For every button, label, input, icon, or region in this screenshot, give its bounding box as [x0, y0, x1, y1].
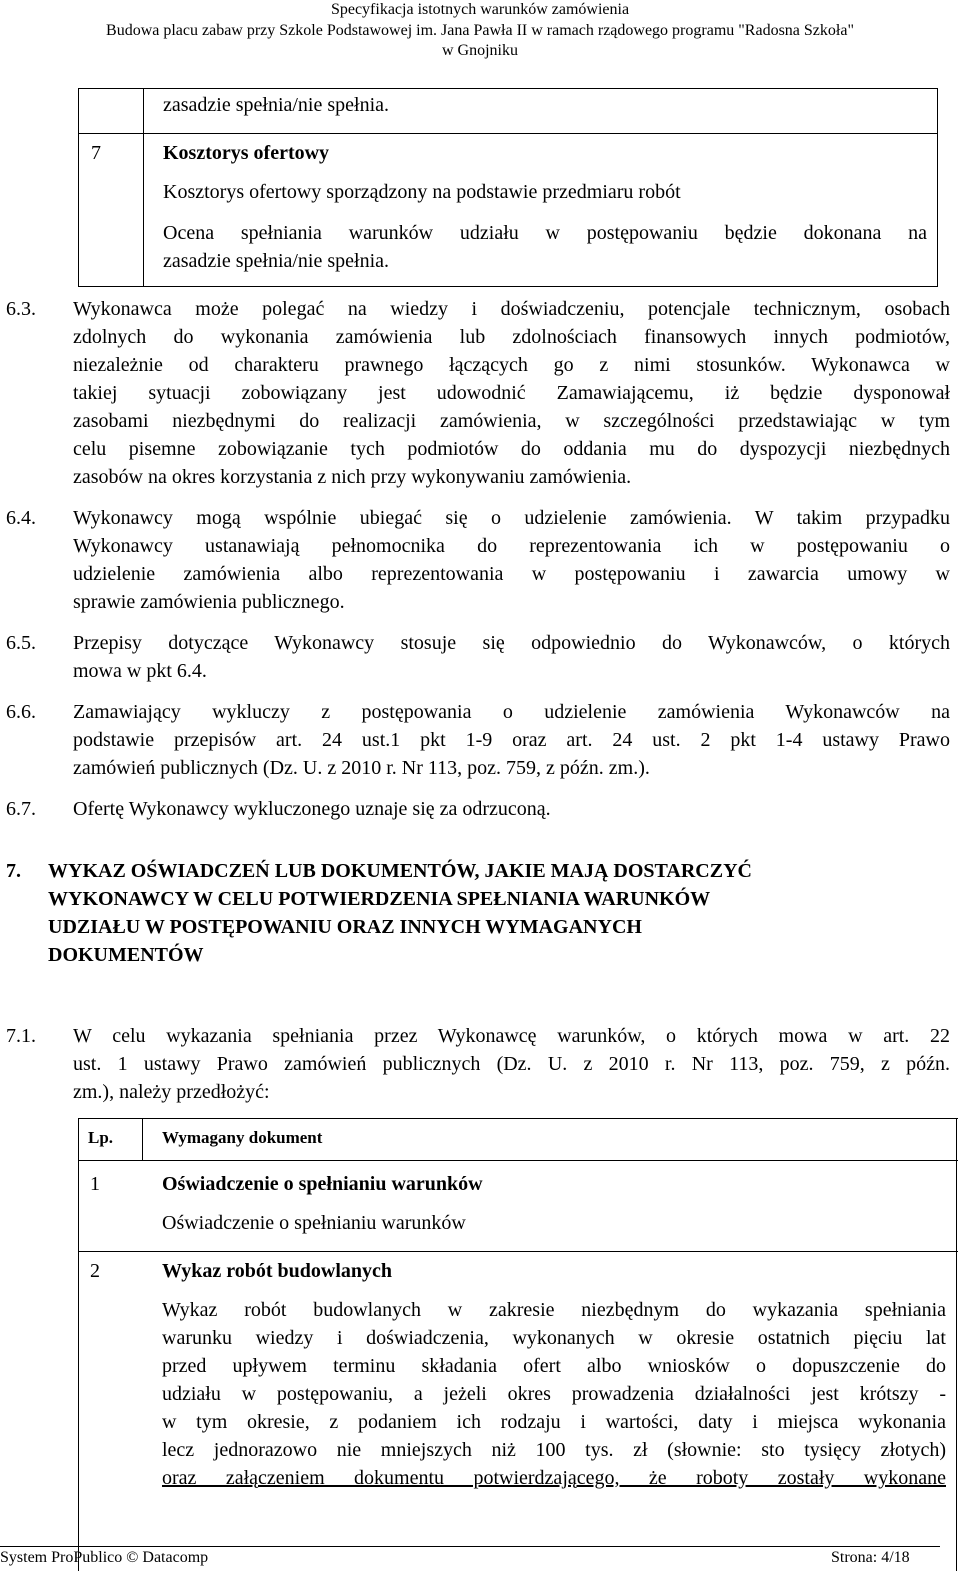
paragraph-line: niezależnie od charakteru prawnego łączących go z nimi stosunków. Wykonawca w	[73, 354, 950, 376]
paragraph-line: Wykonawcy ustanawiają pełnomocnika do reprezentowania ich w postępowaniu o	[73, 535, 950, 557]
table-row-description-line: Wykaz robót budowlanych w zakresie niezbędnym do wykazania spełniania	[162, 1299, 946, 1321]
table-row-description-line: oraz załączeniem dokumentu potwierdzającego, że roboty zostały wykonane	[162, 1467, 946, 1489]
section-title-line: DOKUMENTÓW	[48, 944, 204, 966]
paragraph-line: W celu wykazania spełniania przez Wykonawcę warunków, o których mowa w art. 22	[73, 1025, 950, 1047]
table-row-divider	[79, 133, 937, 134]
table-row-title: Wykaz robót budowlanych	[162, 1260, 393, 1282]
paragraph-line: ust. 1 ustawy Prawo zamówień publicznych (Dz. U. z 2010 r. Nr 113, poz. 759, z późn.	[73, 1053, 950, 1075]
table-row-description: Oświadczenie o spełnianiu warunków	[162, 1212, 466, 1234]
requirements-table-top	[78, 88, 938, 287]
paragraph-line: Przepisy dotyczące Wykonawcy stosuje się odpowiednio do Wykonawców, o których	[73, 632, 950, 654]
paragraph-line: zdolnych do wykonania zamówienia lub zdolnościach finansowych innych podmiotów,	[73, 326, 950, 348]
paragraph-line: zasobami niezbędnymi do realizacji zamówienia, w szczególności przedstawiając w tym	[73, 410, 950, 432]
paragraph-number: 6.5.	[6, 632, 36, 654]
paragraph-line: takiej sytuacji zobowiązany jest udowodnić Zamawiającemu, iż będzie dysponował	[73, 382, 950, 404]
paragraph-line: zm.), należy przedłożyć:	[73, 1081, 270, 1103]
table-row-number: 1	[90, 1173, 100, 1195]
paragraph-line: sprawie zamówienia publicznego.	[73, 591, 345, 613]
paragraph-line: Wykonawcy mogą wspólnie ubiegać się o udzielenie zamówienia. W takim przypadku	[73, 507, 950, 529]
table-header-lp: Lp.	[88, 1128, 114, 1147]
paragraph-number: 6.3.	[6, 298, 36, 320]
paragraph-number: 6.7.	[6, 798, 36, 820]
table-row-divider	[78, 1251, 958, 1252]
header-subtitle: Budowa placu zabaw przy Szkole Podstawowej im. Jana Pawła II w ramach rządowego programu "Radosna Szkoła"	[106, 22, 854, 39]
section-title-line: UDZIAŁU W POSTĘPOWANIU ORAZ INNYCH WYMAGANYCH	[48, 916, 642, 938]
table-row-description-line: warunku wiedzy i doświadczenia, wykonanych w okresie ostatnich pięciu lat	[162, 1327, 946, 1349]
table-cell-continuation: zasadzie spełnia/nie spełnia.	[163, 94, 390, 116]
table-row-number: 7	[91, 142, 101, 164]
paragraph-line: zamówień publicznych (Dz. U. z 2010 r. Nr 113, poz. 759, z późn. zm.).	[73, 757, 650, 779]
table-header-divider	[142, 1118, 143, 1160]
required-documents-table	[78, 1118, 958, 1571]
table-row-description-line: udziału w postępowaniu, a jeżeli okres prowadzenia działalności jest krótszy -	[162, 1383, 946, 1405]
paragraph-number: 6.6.	[6, 701, 36, 723]
paragraph-line: Wykonawca może polegać na wiedzy i doświadczeniu, potencjale technicznym, osobach	[73, 298, 950, 320]
table-row-description: Kosztorys ofertowy sporządzony na podstawie przedmiaru robót	[163, 181, 681, 203]
table-border-top	[78, 1118, 958, 1119]
table-row-evaluation-line: Ocena spełniania warunków udziału w postępowaniu będzie dokonana na	[163, 222, 927, 244]
footer-publisher: System ProPublico © Datacomp	[0, 1549, 209, 1566]
table-header-bottom	[78, 1160, 958, 1161]
paragraph-line: mowa w pkt 6.4.	[73, 660, 207, 682]
paragraph-line: zasobów na okres korzystania z nich przy wykonywaniu zamówienia.	[73, 466, 632, 488]
table-border-left	[78, 1118, 79, 1571]
footer-page-number: Strona: 4/18	[831, 1549, 910, 1566]
paragraph-line: celu pisemne zobowiązanie tych podmiotów do oddania mu do dyspozycji niezbędnych	[73, 438, 950, 460]
table-row-description-line: przed upływem terminu składania ofert albo wniosków o dopuszczenie do	[162, 1355, 946, 1377]
section-title-line: WYKAZ OŚWIADCZEŃ LUB DOKUMENTÓW, JAKIE MAJĄ DOSTARCZYĆ	[48, 860, 752, 882]
paragraph-number: 6.4.	[6, 507, 36, 529]
header-title: Specyfikacja istotnych warunków zamówienia	[330, 1, 630, 18]
paragraph-line: udzielenie zamówienia albo reprezentowania w postępowaniu i zawarcia umowy w	[73, 563, 950, 585]
table-row-description-line: w tym okresie, z podaniem ich rodzaju i wartości, daty i miejsca wykonania	[162, 1411, 946, 1433]
table-column-divider	[143, 89, 144, 286]
footer-rule	[0, 1546, 940, 1547]
paragraph-line: podstawie przepisów art. 24 ust.1 pkt 1-9 oraz art. 24 ust. 2 pkt 1-4 ustawy Prawo	[73, 729, 950, 751]
table-row-evaluation-line: zasadzie spełnia/nie spełnia.	[163, 250, 390, 272]
paragraph-number: 7.1.	[6, 1025, 36, 1047]
paragraph-line: Ofertę Wykonawcy wykluczonego uznaje się za odrzuconą.	[73, 798, 551, 820]
table-row-title: Kosztorys ofertowy	[163, 142, 330, 164]
table-row-title: Oświadczenie o spełnianiu warunków	[162, 1173, 483, 1195]
section-number: 7.	[6, 860, 21, 882]
table-row-number: 2	[90, 1260, 100, 1282]
header-location: w Gnojniku	[442, 42, 518, 59]
table-border-right	[956, 1118, 957, 1571]
paragraph-line: Zamawiający wykluczy z postępowania o udzielenie zamówienia Wykonawców na	[73, 701, 950, 723]
table-row-description-line: lecz jednorazowo nie mniejszych niż 100 tys. zł (słownie: sto tysięcy złotych)	[162, 1439, 946, 1461]
table-header-document: Wymagany dokument	[162, 1128, 323, 1147]
section-title-line: WYKONAWCY W CELU POTWIERDZENIA SPEŁNIANIA WARUNKÓW	[48, 888, 711, 910]
